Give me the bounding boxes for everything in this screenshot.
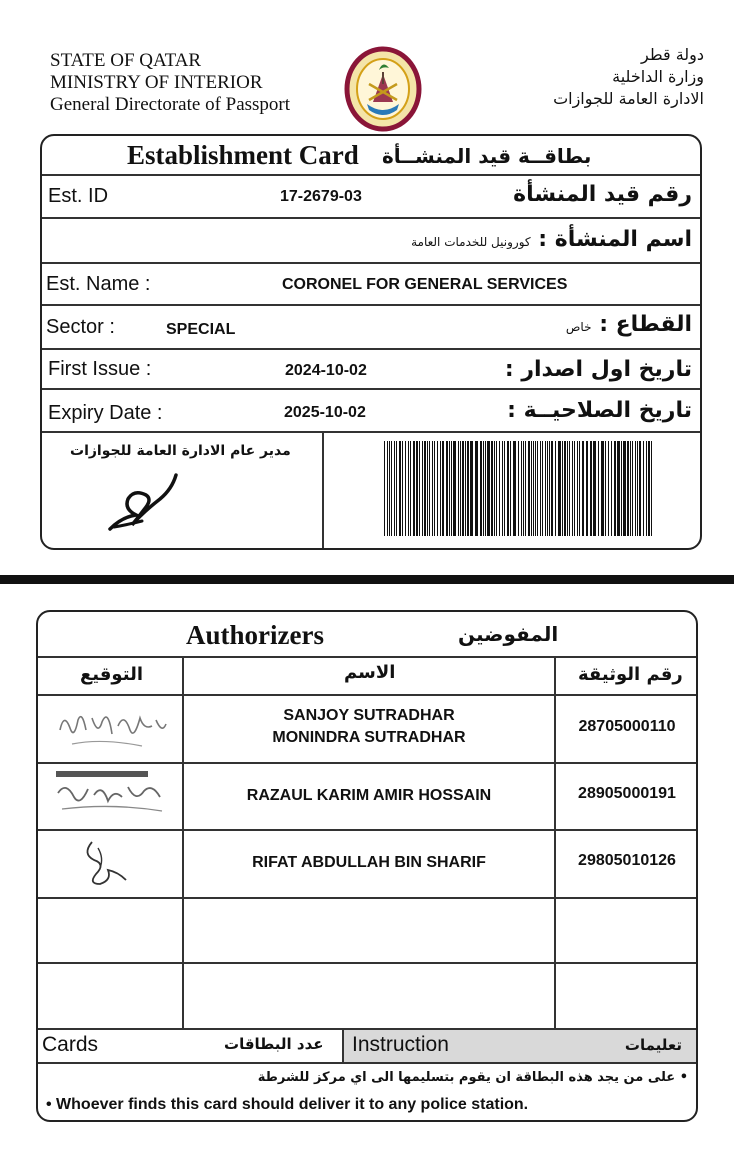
signature-3-icon [52,834,172,890]
barcode-bar [651,441,652,536]
authorizer-1-name [184,705,554,749]
barcode-bar [440,441,441,536]
authorizer-3-name-line1: RIFAT ABDULLAH BIN SHARIF [252,854,486,871]
barcode-bar [555,441,556,536]
barcode-bar [564,441,566,536]
barcode-bar [494,441,495,536]
table-line-2 [38,694,696,696]
barcode-bar [422,441,423,536]
barcode-bar [562,441,563,536]
barcode-bar [518,441,519,536]
table-line-6 [38,962,696,964]
barcode-bar [637,441,638,536]
est-name-label: Est. Name : [46,273,151,295]
first-issue-label: First Issue : [48,358,152,380]
barcode-bar [434,441,435,536]
barcode-bar [569,441,570,536]
barcode-bar [593,441,596,536]
col-name-ar: الاسم [344,662,396,683]
barcode-bar [389,441,390,536]
barcode-bar [611,441,612,536]
barcode-bar [405,441,406,536]
authorizer-2-name-line1: RAZAUL KARIM AMIR HOSSAIN [246,787,492,804]
barcode-bar [465,441,466,536]
est-name-ar-row [42,219,700,264]
signature-2-icon [52,767,172,823]
establishment-card [40,134,702,550]
authorizers-title-ar: المفوضين [458,622,559,646]
barcode-bar [630,441,631,536]
barcode-bar [451,441,452,536]
est-id-label-ar: رقم قيد المنشأة [513,182,692,207]
barcode-bar [567,441,568,536]
expiry-label-ar: تاريخ الصلاحيــة : [507,398,692,423]
barcode-bar [416,441,418,536]
est-name-row [42,264,700,306]
barcode-bar [549,441,550,536]
card-title-ar: بطاقــة قيد المنشــأة [382,144,592,168]
barcode-bar [483,441,484,536]
barcode-bar [639,441,641,536]
barcode-bar [475,441,478,536]
table-line-3 [38,762,696,764]
authorizer-1-doc: 28705000110 [578,718,676,735]
barcode-bar [608,441,609,536]
table-line-8 [38,1062,696,1064]
barcode-bar [646,441,647,536]
barcode-bar [525,441,526,536]
header-en-line3: General Directorate of Passport [50,94,291,115]
instruction-note-ar: • على من يجد هذه البطاقة ان يقوم بتسليمها الى اي مركز للشرطة [257,1070,688,1085]
barcode-bar [470,441,473,536]
est-name-value: CORONEL FOR GENERAL SERVICES [282,276,568,293]
barcode-bar [523,441,524,536]
barcode-bar [458,441,459,536]
director-signature-cell [42,433,324,550]
barcode-bar [408,441,409,536]
divider [0,575,734,584]
barcode-icon [382,441,658,536]
sector-label-ar: القطاع : [599,312,692,337]
barcode-bar [460,441,461,536]
instruction-label-ar: تعليمات [624,1036,682,1054]
barcode-bar [427,441,428,536]
barcode-bar [513,441,516,536]
est-name-label-ar: اسم المنشأة : [538,227,692,252]
qatar-emblem-icon [343,44,423,134]
barcode-bar [586,441,588,536]
barcode-bar [432,441,433,536]
barcode-bar [387,441,388,536]
table-line-5 [38,897,696,899]
barcode-bar [429,441,430,536]
barcode-bar [572,441,573,536]
barcode-bar [467,441,469,536]
barcode-bar [621,441,622,536]
est-name-ar-field [411,227,692,252]
barcode-bar [399,441,401,536]
authorizers-card [36,610,698,1122]
sector-value: SPECIAL [166,321,236,338]
barcode-bar [491,441,493,536]
barcode-bar [635,441,636,536]
barcode-bar [480,441,482,536]
barcode-bar [531,441,532,536]
card-title-row [42,136,700,176]
barcode-bar [614,441,616,536]
col-doc-ar: رقم الوثيقة [578,664,683,685]
barcode-bar [442,441,444,536]
sector-ar-field [566,312,692,337]
barcode-bar [533,441,534,536]
authorizer-1-name-line2: MONINDRA SUTRADHAR [272,729,466,746]
first-issue-label-ar: تاريخ اول اصدار : [504,357,692,382]
authorizer-1-name-line1: SANJOY SUTRADHAR [283,707,455,724]
cards-label: Cards [42,1033,99,1056]
barcode-bar [499,441,500,536]
header-en-line2: MINISTRY OF INTERIOR [50,72,263,93]
barcode-bar [574,441,575,536]
table-line-4 [38,829,696,831]
barcode-bar [551,441,553,536]
first-issue-value: 2024-10-02 [285,362,367,379]
header-english [50,50,290,116]
est-id-label: Est. ID [48,185,109,207]
barcode-bar [446,441,448,536]
barcode-bar [577,441,578,536]
header-en-line1: STATE OF QATAR [50,50,202,71]
barcode-bar [632,441,633,536]
barcode-bar [601,441,604,536]
authorizer-3-name [184,852,554,874]
barcode-bar [391,441,392,536]
barcode-bar [485,441,486,536]
header-arabic [553,44,704,110]
authorizer-3-doc: 29805010126 [578,852,676,869]
barcode-bar [579,441,580,536]
barcode-bar [410,441,411,536]
col-signature-ar: التوقيع [80,664,143,685]
barcode-bar [605,441,606,536]
barcode-bar [537,441,538,536]
authorizers-title-en: Authorizers [186,620,324,650]
barcode-bar [521,441,522,536]
instruction-note-en: • Whoever finds this card should deliver it to any police station. [46,1096,529,1113]
barcode-bar [528,441,530,536]
barcode-bar [507,441,509,536]
barcode-bar [558,441,561,536]
est-name-value-ar: كورونيل للخدمات العامة [411,235,531,249]
signature-1-icon [52,700,172,756]
sector-value-ar: خاص [565,320,592,334]
barcode-bar [402,441,403,536]
header-ar-line1: دولة قطر [641,45,704,64]
header-ar-line3: الادارة العامة للجوازات [553,89,704,108]
first-issue-row [42,350,700,390]
barcode-bar [598,441,599,536]
barcode-bar [453,441,456,536]
barcode-bar [582,441,584,536]
expiry-value: 2025-10-02 [284,404,366,421]
barcode-bar [394,441,395,536]
barcode-bar [384,441,385,536]
table-col-line-2 [554,656,556,1028]
barcode-bar [396,441,397,536]
barcode-bar [627,441,629,536]
barcode-bar [623,441,626,536]
barcode-bar [449,441,450,536]
barcode-bar [502,441,503,536]
barcode-bar [547,441,548,536]
barcode-bar [504,441,505,536]
barcode-bar [590,441,592,536]
card-title-en: Establishment Card [127,140,359,170]
barcode-bar [419,441,420,536]
sector-label: Sector : [46,316,115,338]
authorizer-2-name [184,785,554,807]
barcode-bar [542,441,543,536]
director-title-ar: مدير عام الادارة العامة للجوازات [70,443,291,459]
barcode-bar [617,441,620,536]
barcode-bar [462,441,464,536]
director-signature-icon [102,469,192,539]
sector-row [42,306,700,350]
barcode-bar [437,441,438,536]
barcode-bar [648,441,650,536]
expiry-row [42,390,700,433]
cards-label-ar: عدد البطاقات [224,1035,324,1053]
barcode-bar [535,441,536,536]
barcode-bar [540,441,541,536]
barcode-bar [643,441,644,536]
authorizer-2-doc: 28905000191 [578,785,676,802]
instruction-box [342,1030,698,1062]
header-ar-line2: وزارة الداخلية [612,67,704,86]
table-line-1 [38,656,696,658]
barcode-bar [424,441,426,536]
est-id-row [42,176,700,219]
barcode-bar [487,441,490,536]
instruction-label: Instruction [352,1033,449,1056]
est-id-value: 17-2679-03 [280,188,362,205]
barcode-bar [413,441,415,536]
expiry-label: Expiry Date : [48,402,163,424]
barcode-bar [510,441,511,536]
barcode-bar [545,441,546,536]
barcode-bar [496,441,497,536]
